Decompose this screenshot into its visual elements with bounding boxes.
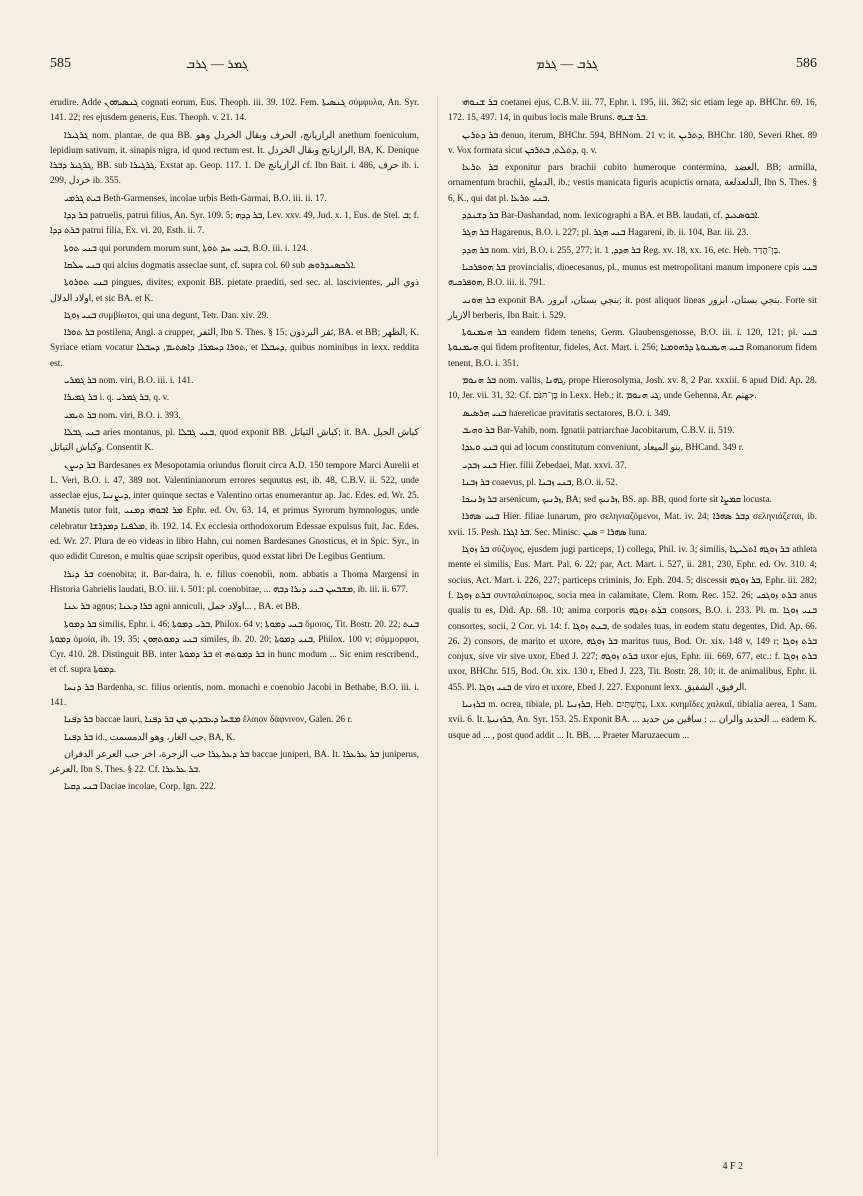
dictionary-entry: ܒܪ ܕܕܐ patruelis, patrui filius, An. Syr. 109. 5; ܒܪ ܕܕܗ, Lev. xxv. 49, Jud. x. 1, Eus. de Stel. ܒ; f. ܒܪܬ ܕܕܐ patrui filia, Ex. vi. 20, Esth. ii. 7. — [50, 211, 419, 237]
left-column — [50, 96, 419, 1156]
right-page-number: 586 — [796, 56, 817, 71]
dictionary-entry: ܒܪ ܕܝܪܐ coenobita; it. Bar-daira, h. e. filius coenobii, nom. abbatis a Thoma Margensi in Historia Gabrielis laudati, B.O. iii. i. 501: pl. coenobitae, ... ܡܫܒܚܢ ܒܢܝ ܕܝܪܐ ܕܒܗ, ib. iii. ii. 677. — [50, 569, 419, 595]
dictionary-entry: ܒܪ ܙܘܓܐ σύζυγος, ejusdem jugi particeps, 1) collega, Phil. iv. 3; similis, ܒܪ ܙܘܓܗ ܐܬܠܝܛܐ athleta mente ei similis, Eus. Mart. Pal. 6. 22; par, Act. Mart. i. 527, ii. 281, 230, Ephr. ed. Ov. 310. 4; socius, Act. Mart. i. 226, 227; particeps criminis, Jo. Eph. 204. 5; discessit ܒܪ ܙܘܓܗ, Ephr. iii. 282; f. ܒܪܬ ܙܘܓܐ συνταλαίπωρος, socia mea in calamitate, Clem. Rom. Rec. 152. 26; ܒܪܬ ܙܘܓܟܝ anus qualis tu es, Did. Ap. 68. 10; anima corporis ܒܪܬ ܙܘܓܗ consors, B.O. i. 233. Pl. m. ܒܢܝ ܙܘܓܐ consortes, socii, 2 Cor. vi. 14: f. ܒܢܬ ܙܘܓܐ, de sodales tuas, in eodem statu degentes, Did. Ap. 66. 26. 2) consors, de marito et uxore, ܒܪ ܙܘܓܗ maritus tuus, Bod. Or. xix. 148 v, 149 r; ܒܪܬ ܙܘܓܐ conjux, sive vir sive uxor, Ebed J. 227; ܒܪܬ ܙܘܓܗ uxor ejus, Ephr. iii. 669, 677, etc.: f. ܒܪܬ ܙܘܓܐ uxor, BHChr. 515, Bod. Or. xix. 130 r, Ebed J. 223, Tit. Bostr. 28. 10; it. de animalibus, Ephr. ii. 455. Pl. ܒܢܝ ܙܘܓܐ de viro et uxore, Ebed J. 227. Exponunt lexx. الرفيق، الشفيق. — [448, 545, 817, 693]
dictionary-entry: ܒܪ ܥܢܐ agnus; ܒܪܐ ܕܥܢܐ agni anniculi, اولاد جمل... , BA. et BB. — [64, 602, 300, 613]
dictionary-entry: ܒܪ ܙܒܢܐ coaevus, pl. ܒܢܝ ܙܒܢܐ, B.O. ii. 52. — [462, 477, 618, 488]
dictionary-entry: ܒܪ ܕܥܪܥܪܐ حب الزجرة، اخر حب العرعر الدفران baccae juniperi, BA. It. ܒܪ ܥܪܥܪܐ juniperus, العرعر, Ibn S. Thes. § 22. Cf. ܒܪ ܥܪܥܪܐ. — [50, 749, 419, 776]
dictionary-entry: ܒܢܝ ܙܘܓܐ συμβίωτοι, qui una degunt, Tetr. Dan. xiv. 29. — [64, 310, 269, 321]
dictionary-entry: ܒܪ ܗܓܪ Hagarenus, B.O. i. 227; pl. ܒܢܝ ܗܓܪ Hagareni, ib. ii. 104, Bar. iii. 23. — [462, 228, 749, 239]
dictionary-entry: ܒܢܝ ܓܒܠܐ aries montanus, pl. ܒܢܝ ܓܒܠܐ, quod exponit BB. كباش التياتل; it. BA. كباش الجبل وكباش التياتل. Consentit K. — [50, 427, 419, 454]
dictionary-entry: ܒܪ ܗܝܡܢܘܬܐ eandem fidem tenens, Germ. Glaubensgenosse, B.O. iii. i. 120, 121; pl. ܒܢܝ ܗܝܡܢܘܬܐ qui fidem profitentur, fideles, Act. Mart. i. 256; ܒܢܝ ܗܝܡܢܘܬܐ ܕܪܗܘܡܝܐ Romanorum fidem tenent, B.O. i. 351. — [448, 328, 817, 369]
text-columns — [50, 96, 817, 1156]
right-column — [437, 96, 817, 1156]
dictionary-entry: ܒܪ ܗܕܕ nom. viri, B.O. i. 255, 277; it. ܒܪ ܗܕܕ, 1 Reg. xv. 18, xx. 16, etc. Heb. בֶּן־הֲדַד. — [462, 245, 781, 256]
dictionary-entry: ܒܢܝ ܕܩܝܐ Daciae incolae, Corp. Ign. 222. — [64, 782, 216, 793]
dictionary-entry: ܒܪ ܬܘܪܐ postilena, Angl. a crupper, الثفر, Ibn S. Thes. § 15; ثفر البرذون, BA. et BB; الظهر, K. Syriace etiam vocatur ܬܘܪܐ ܕܚܡܪܐ, ܕܐܣܬܝܡ, ܕܚܒܠܐ, et ܕܚܒܠܐ, quibus nominibus in lexx. reddita est. — [50, 328, 419, 369]
right-running-title: ܓܪܒ — ܓܪܡ — [536, 56, 599, 71]
signature-mark: 4 F 2 — [722, 1161, 743, 1172]
dictionary-entry: ܒܪ ܕܫܢܕܕ Bar-Dashandad, nom. lexicographi a BA. et BB. laudati, cf. ܐܒܘܣܥܝܕ. — [462, 211, 760, 222]
dictionary-entry: erudire. Adde ܓܢܣܝܗܘܢ cognati eorum, Eus. Theoph. iii. 39. 102. Fem. ܓܢܣܝܬܐ σύμφυλα, An. Syr. 141. 22; res ejusdem generis, Eus. Theoph. v. 21. 14. — [50, 98, 419, 124]
dictionary-entry: ܒܪ ܕܦܢܐ id., حب الغار، وهو الدمسمت, BA, K. — [64, 732, 236, 743]
dictionary-entry: ܒܪ ܕܝܨܢ Bardesanes ex Mesopotamia oriundus floruit circa A.D. 150 tempore Marci Aurelii et L. Veri, B.O. i. 47, 389 not. Valentinianorum errores sequutus est, ib. 48, C.B.V. ii. 522, unde asseclae ejus, ܕܝܨܢܝܐ, inter quinque sectas e Valentino ortas enumerantur ap. Jac. Edes. ed. Wr. 25. Manetis tutor fuit, ܡܪ ܐܒܘܗܝ ܕܡܢܝ Ephr. ed. Ov. 63. 14, et primus Syrorum hymnologus, unde celebratur ܡܠܦܢܐ ܕܡܕܪܫܐ, ib. 192. 14. Ex ecclesia orthodoxorum Edessae expulsus fuit, Jac. Edes. ed. Wr. 27. Plura de eo videas in libro Hahn, cui nomen Bardesanes Gnosticus, et in Spic. Syr., in quo edidit Cureton, e multis quae scripsit operibus, quod exstat libri De Legibus Gentium. — [50, 460, 419, 563]
dictionary-entry: ܒܪ ܓܡܪܝ nom. viri, B.O. iii. i. 141. — [64, 376, 194, 387]
dictionary-entry: ܒܢܝ ܗܪܣܝܣ haereticae pravitatis sectatores, B.O. i. 349. — [462, 408, 671, 419]
dictionary-entry: ܒܪ ܬܪܥܐ exponitur pars brachii cubito humeroque contermina, العضد, BB; armilla, ornamentum brachii, الدملج, ib.; vestis manicata figuris acupictis ornata, الدلعدلعة, Ibn S. Thes. § 6, K., qui dat pl. ܒܢܝ ܬܪܥܐ. — [448, 163, 817, 204]
dictionary-entry: ܒܪ ܕܢܚܐ Bardenha, sc. filius orientis, nom. monachi e coenobio Jacobi in Bethabe, B.O. iii. i. 141. — [50, 682, 419, 708]
dictionary-entry: ܒܢܝ ܚܠܩܐ qui alcius dogmatis asseclae sunt, cf. supra col. 60 sub ܐܠܟܣܢܕܪܘܣ. — [64, 260, 356, 271]
dictionary-entry: ܒܪ ܕܬܪܝܢ denuo, iterum, BHChr. 594, BHNom. 21 v; it. ܕܬܪܝܢ, BHChr. 180, Severi Rhet. 89 v. Vox formata sicut ܕܬܠܬ, ܒܬܪܟܢ, q. v. — [448, 130, 817, 156]
dictionary-entry: ܒܪ ܬܝܡܝ nom. viri, B.O. i. 393. — [64, 410, 181, 421]
left-page-number: 585 — [50, 56, 71, 71]
dictionary-entry: ܒܪ ܗܢܘܡ nom. vallis, ܓܗܢܐ, prope Hierosolyma, Josh. xv. 8, 2 Par. xxxiii. 6 apud Did. Ap. 28. 10, Jer. vii. 31, 32. Cf. בֶּן־הִנֹּם in Lexx. Heb.; it. ܓܝ ܗܢܘܡ, unde Gehenna, Ar. جهنم. — [448, 376, 817, 402]
left-running-title: ܓܡܪ — ܓܪܒ — [186, 56, 249, 71]
page-header — [36, 56, 827, 78]
dictionary-entry: ܒܢܝ ܘܥܕܐ qui ad locum constitutum conveniunt, بنو الميعاد, BHCand. 349 r. — [462, 443, 744, 454]
dictionary-entry: ܒܢܝ ܙܒܕܝ Hier. filii Zebedaei, Mat. xxvi. 37. — [462, 460, 627, 471]
dictionary-entry: ܒܪ ܙܪܢܝܟܐ arsenicum, ܙܪܢܝܟ, BA; sed ܙܪܢܝܟ, BS. ap. BB, quod forte sit ܩܡܨܐ locusta. — [462, 495, 772, 506]
dictionary-entry: ܒܪ ܫܢܘܗܝ coetanei ejus, C.B.V. iii. 77, Ephr. i. 195, iii. 362; sic etiam lege ap. BHChr. 69. 16, 172. 15, 497. 14, in quibus locis male Bruns. ܒܪ ܫܢܗ. — [448, 98, 817, 124]
dictionary-entry: ܒܪ ܘܗܝܒ Bar-Vahib, nom. Ignatii patriarchae Jacobitarum, C.B.V. ii. 519. — [462, 425, 735, 436]
dictionary-entry: ܒܪ ܓܡܝܪܐ i. q. ܒܪ ܓܡܪܝ, q. v. — [64, 393, 170, 404]
dictionary-entry: ܓܪܓܝܪܐ nom. plantae, de qua BB. الرازيانج، الحرف وبقال الخردل وهو anethum foeniculum, lepidium sativum, it. sinapis nigra, id quod rectum est. It. الرازيانج وبقال الخردل, BA, K. Denique ܓܪܓܝܪ ܕܒܪܐ, BB. sub ܓܪܓܝܪܐ. Exstat ap. Geop. 117. 1. De الرازيانج cf. Ibn Bait. i. 486, حرف ib. i. 299, خردل ib. 355. — [50, 130, 419, 187]
dictionary-entry: ܒܪ ܕܡܘܬܐ similis, Ephr. i. 46; ܒܪܝ ܕܡܘܬܐ, Philox. 64 v; ܒܢܝ ܕܡܘܬܐ ὅμοιος, Tit. Bostr. 20. 22; ܒܢܬ ܕܡܘܬܐ ὁμοία, ib. 19. 35; ܒܢܝ ܕܡܘܬܗܘܢ similes, ib. 20. 20; ܒܢܝ ܕܡܘܬܐ, Philox. 100 v; σύμμορφοι, Cyr. 410. 28. Distinguit BB. inter ܒܪ ܕܡܘܬܐ et ܒܪ ܕܡܘܬܗ in hunc modum ... Sic enim rescribend., et cf. supra ܕܡܘܬܐ. — [50, 619, 419, 676]
dictionary-entry: ܒܪ ܗܘܢܝ exponit BA. بنجي بستان، ابرور; it. post aliquot lineas بنجي بستان، ابزور. Forte sit الازبار berberis, Ibn Bait. i. 529. — [448, 295, 817, 321]
dictionary-entry: ܒܢܝ ܣܗܪܐ Hier. filiae lunarum, pro σεληνιαζόμενοι, Mat. iv. 24; ܕܒܪ ܣܗܪܐ σεληνιάζεται, ib. xvii. 15. Pesh. ܒܪ ܐܓܪܐ. Sec. Minisc. ܣܗܪܐ = ܣܝܢ luna. — [448, 512, 817, 538]
dictionary-entry: ܒܢܝ ܬܘܬܐ qui porundem morum sunt, ܒܢܝ ܚܕ ܬܘܬܐ, B.O. iii. i. 124. — [64, 243, 309, 254]
dictionary-entry: ܒܪܙܢܝܐ m. ocrea, tibiale, pl. ܒܪܙܢܝܐ, Heb. נְחֻשְׁתַּיִם, Lxx. κνημῖδες χαλκαῖ, tibialia aerea, 1 Sam. xvii. 6. It. ܒܪܙܢܝܬܐ, An. Syr. 153. 25. Exponit BA. ... الحديد والران ... ; ساقين من حديد ... eadem K. usque ad ... , post quod addit ... It. BB. ... Praeter Maruzaecum ... — [448, 699, 817, 741]
dictionary-entry: ܒܪ ܗܘܦܪܟܝܐ provincialis, dioecesanus, pl., munus est metropolitani manum imponere cpis ܒܢܝ ܗܘܦܪܟܝܗ, B.O. iii. ii. 791. — [448, 262, 817, 289]
dictionary-entry: ܒܪ ܕܦܢܐ baccae lauri, ܡܫܚܐ ܕܥܒܕܝܢ ܡܢ ܒܪ ܕܦܢܐ ἔλαιον δάφνινον, Galen. 26 r. — [64, 715, 353, 726]
dictionary-entry: ܒܢܝ ܬܘܪܘܬܐ pingues, divites; exponit BB. pietate praediti, sed sec. al. lascivientes, ذوي البر اولاد الدلال, et sic BA. et K. — [50, 278, 419, 304]
dictionary-entry: ܒܝܬ ܓܪܡܝ Beth-Garmenses, incolae urbis Beth-Garmai, B.O. iii. ii. 17. — [64, 193, 327, 204]
